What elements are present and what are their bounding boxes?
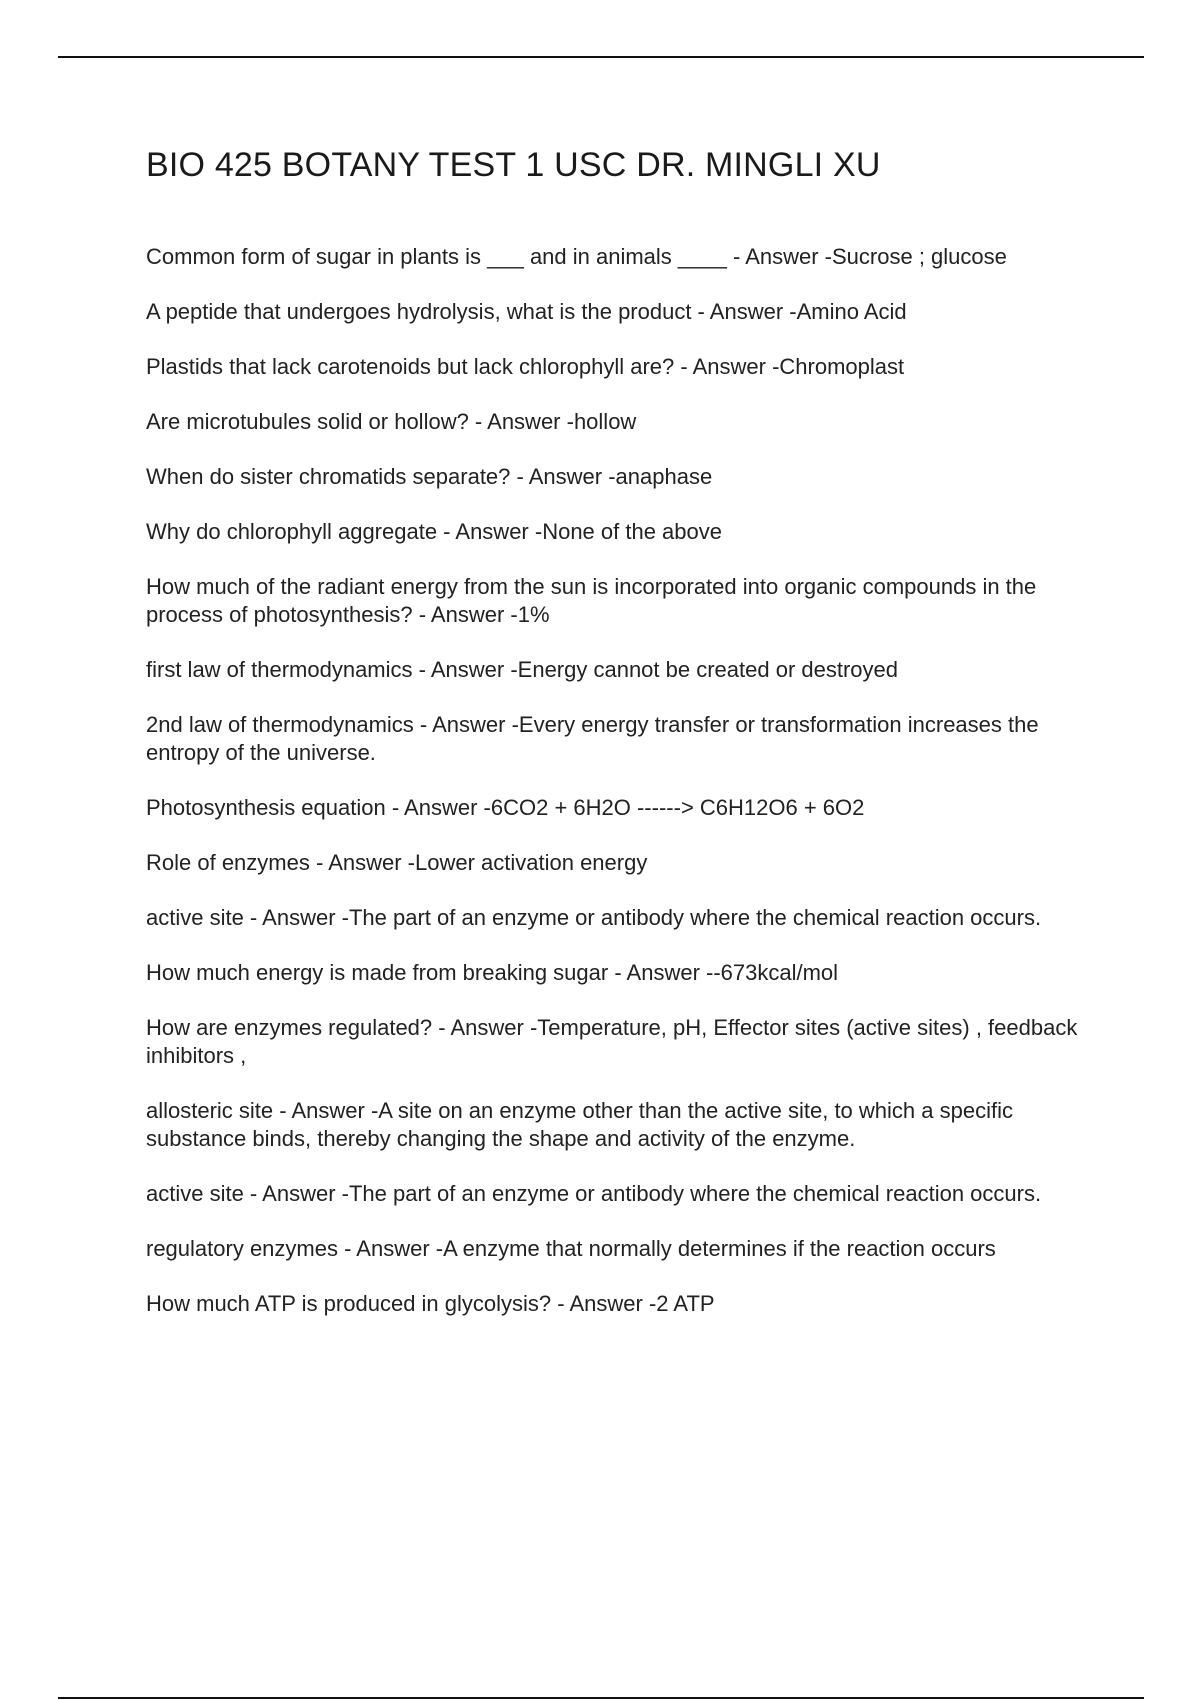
qa-item: How much of the radiant energy from the sun is incorporated into organic compounds in the process of photosynthesis? - Answer -1% <box>146 574 1037 627</box>
qa-item: active site - Answer -The part of an enzyme or antibody where the chemical reaction occurs. <box>146 905 1042 930</box>
qa-item: How much ATP is produced in glycolysis? - Answer -2 ATP <box>146 1291 715 1316</box>
qa-item: How much energy is made from breaking sugar - Answer --673kcal/mol <box>146 960 839 985</box>
bottom-divider <box>58 1697 1144 1699</box>
qa-item: first law of thermodynamics - Answer -Energy cannot be created or destroyed <box>146 657 899 682</box>
qa-item: A peptide that undergoes hydrolysis, what is the product - Answer -Amino Acid <box>146 299 907 324</box>
qa-item: Plastids that lack carotenoids but lack chlorophyll are? - Answer -Chromoplast <box>146 354 905 379</box>
qa-item: Role of enzymes - Answer -Lower activation energy <box>146 850 648 875</box>
qa-item: active site - Answer -The part of an enzyme or antibody where the chemical reaction occurs. <box>146 1181 1042 1206</box>
page-title: BIO 425 BOTANY TEST 1 USC DR. MINGLI XU <box>146 146 881 184</box>
qa-item: How are enzymes regulated? - Answer -Temperature, pH, Effector sites (active sites) , feedback inhibitors , <box>146 1015 1078 1068</box>
question-answer-list <box>146 243 1091 1345</box>
qa-item: Are microtubules solid or hollow? - Answer -hollow <box>146 409 637 434</box>
qa-item: allosteric site - Answer -A site on an enzyme other than the active site, to which a specific substance binds, thereby changing the shape and activity of the enzyme. <box>146 1098 1013 1151</box>
qa-item: When do sister chromatids separate? - Answer -anaphase <box>146 464 713 489</box>
qa-item: 2nd law of thermodynamics - Answer -Every energy transfer or transformation increases the entropy of the universe. <box>146 712 1039 765</box>
top-divider <box>58 56 1144 58</box>
qa-item: Photosynthesis equation - Answer -6CO2 + 6H2O ------> C6H12O6 + 6O2 <box>146 795 865 820</box>
qa-item: regulatory enzymes - Answer -A enzyme that normally determines if the reaction occurs <box>146 1236 996 1261</box>
qa-item: Common form of sugar in plants is ___ and in animals ____ - Answer -Sucrose ; glucose <box>146 244 1007 269</box>
qa-item: Why do chlorophyll aggregate - Answer -None of the above <box>146 519 722 544</box>
